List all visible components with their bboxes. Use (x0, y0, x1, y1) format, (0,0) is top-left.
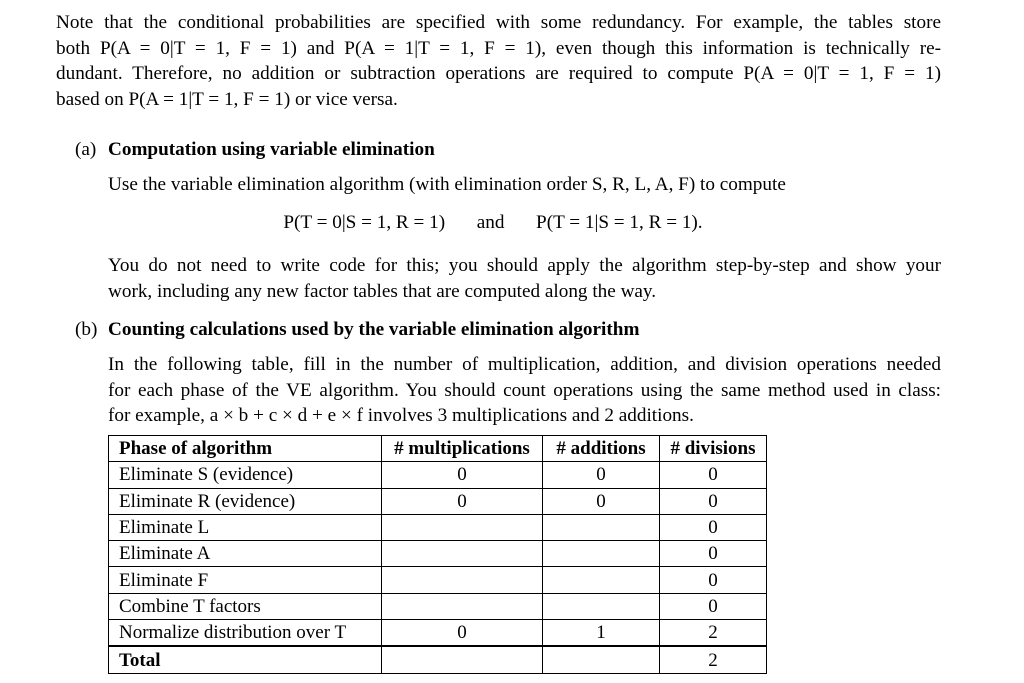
header-multiplications: # multiplications (382, 436, 543, 462)
div-cell[interactable]: 0 (660, 567, 767, 593)
add-cell[interactable]: 1 (543, 620, 660, 647)
part-a-formula (108, 212, 878, 234)
formula-and: and (476, 212, 505, 233)
phase-cell: Total (109, 646, 382, 673)
header-phase: Phase of algorithm (109, 436, 382, 462)
add-cell[interactable]: 0 (543, 462, 660, 488)
formula-right: P(T = 1|S = 1, R = 1). (536, 212, 703, 233)
part-a-title: Computation using variable elimination (108, 139, 435, 160)
mult-cell[interactable] (382, 646, 543, 673)
add-cell[interactable] (543, 646, 660, 673)
phase-cell: Eliminate L (109, 514, 382, 540)
phase-cell: Eliminate F (109, 567, 382, 593)
table-total-row (109, 646, 767, 673)
div-cell[interactable]: 2 (660, 620, 767, 647)
mult-cell[interactable] (382, 567, 543, 593)
div-cell[interactable]: 0 (660, 514, 767, 540)
mult-cell[interactable]: 0 (382, 620, 543, 647)
table-row (109, 620, 767, 647)
add-cell[interactable] (543, 514, 660, 540)
operations-table (108, 435, 767, 674)
table-row (109, 514, 767, 540)
part-a-note: You do not need to write code for this; you should apply the algorithm step-by-step and show your work, including any new factor tables that are computed along the way. (108, 255, 941, 302)
div-cell[interactable]: 0 (660, 462, 767, 488)
part-b-title: Counting calculations used by the variable elimination algorithm (108, 319, 640, 340)
header-additions: # additions (543, 436, 660, 462)
add-cell[interactable] (543, 567, 660, 593)
add-cell[interactable] (543, 541, 660, 567)
table-header-row (109, 436, 767, 462)
phase-cell: Normalize distribution over T (109, 620, 382, 647)
part-b-description: In the following table, fill in the number of multiplication, addition, and division operations needed for each phase of the VE algorithm. You should count operations using the same method used in class: for example, a × b + c × d + e × f involves 3 multiplications and 2 additions. (108, 354, 941, 426)
div-cell[interactable]: 2 (660, 646, 767, 673)
part-a-instruction: Use the variable elimination algorithm (with elimination order S, R, L, A, F) to compute (108, 174, 786, 195)
intro-paragraph (56, 10, 941, 112)
div-cell[interactable]: 0 (660, 541, 767, 567)
phase-cell: Eliminate R (evidence) (109, 488, 382, 514)
intro-line: Note that the conditional probabilities are specified with some redundancy. For example, the tables store (56, 12, 941, 33)
part-b-label: (b) (75, 319, 98, 340)
mult-cell[interactable]: 0 (382, 488, 543, 514)
phase-cell: Eliminate S (evidence) (109, 462, 382, 488)
mult-cell[interactable]: 0 (382, 462, 543, 488)
header-divisions: # divisions (660, 436, 767, 462)
part-a-label: (a) (75, 139, 97, 160)
table-row (109, 541, 767, 567)
table-row (109, 593, 767, 619)
intro-line: both P(A = 0|T = 1, F = 1) and P(A = 1|T = 1, F = 1), even though this information is technically re- (56, 37, 941, 59)
div-cell[interactable]: 0 (660, 593, 767, 619)
mult-cell[interactable] (382, 514, 543, 540)
mult-cell[interactable] (382, 541, 543, 567)
intro-line: based on P(A = 1|T = 1, F = 1) or vice versa. (56, 88, 398, 110)
formula-left: P(T = 0|S = 1, R = 1) (283, 212, 446, 233)
add-cell[interactable]: 0 (543, 488, 660, 514)
mult-cell[interactable] (382, 593, 543, 619)
table-row (109, 462, 767, 488)
intro-line: dundant. Therefore, no addition or subtraction operations are required to compute P(A = 0|T = 1, F = 1) (56, 63, 941, 84)
div-cell[interactable]: 0 (660, 488, 767, 514)
table-row (109, 567, 767, 593)
phase-cell: Eliminate A (109, 541, 382, 567)
phase-cell: Combine T factors (109, 593, 382, 619)
table-row (109, 488, 767, 514)
add-cell[interactable] (543, 593, 660, 619)
